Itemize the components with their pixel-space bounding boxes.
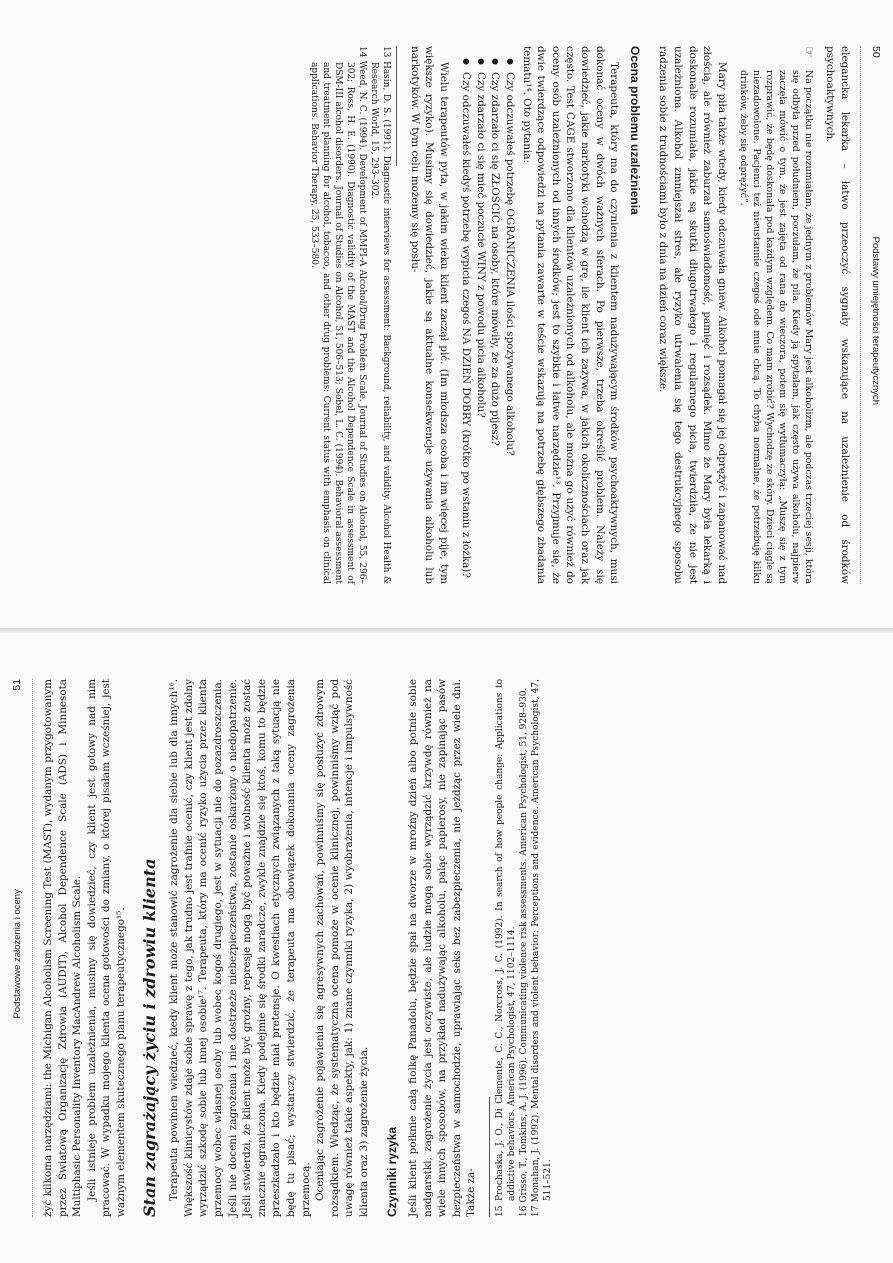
cage-questions — [459, 62, 517, 584]
footnote: 15 Prochaska, J. O., Di Clemente, C. C., Norcross, J. C. (1992). In search of how people change: Applications to addictive behaviors. American Psychologist, 47, 1102–1114. — [495, 679, 518, 1217]
header-rule — [30, 679, 33, 1217]
paragraph: Mary piła także wtedy, kiedy odczuwała gniew. Alkohol pomagał się jej odprężyć i zapanować nad złością, ale również zaburzał samoświadomość, pamięć i rozsądek. Mimo że Mary była lekarką i doskonale rozumiała, jakie są skutki długotrwałego i regularnego picia, twierdziła, że nie jest uzależniona. Alkohol zmniejszał stres, ale ryzyko utrwalenia się tego destrukcyjnego sposobu radzenia sobie z trudnościami było z dnia na dzień coraz większe. — [657, 46, 728, 584]
paragraph: Terapeuta, który ma do czynienia z klientem nadużywającym środków psychoaktywnych, musi dokonać oceny w dwóch ważnych sferach. Po pierwsze, trzeba określić problem. Należy się dowiedzieć, jakie narkotyki wchodzą w grę, ile klient ich zażywa, w jakich okolicznościach oraz jak często. Test CAGE stworzono dla klientów uzależnionych od alkoholu, ale można go użyć również do oceny osób uzależnionych od innych środków; jest to szybkie i łatwe narzędzie¹³. Przyjmuje się, że dwie twierdzące odpowiedzi na pytania zawarte w teście wskazują na potrzebę głębszego zbadania tematu¹⁴. Oto pytania: — [520, 46, 621, 584]
page-51 — [0, 633, 893, 1263]
chapter-heading: Stan zagrażający życiu i zdrowiu klienta — [139, 858, 159, 1217]
page-51-content — [0, 633, 893, 1263]
page-50-content — [0, 0, 893, 630]
case-text: Na początku nie rozumiałam, że jednym z problemów Mary jest alkoholizm, ale podczas trzeciej sesji, która się odbyła przed południem, poczułam, że pila. Kiedy ją spytałam, jak często używa alkoholu, najpierw zaczęła mówić o tym, że jest zajęta od rana do wieczora, potem się wytłumaczyła: „Muszę się z tym rozprawić, że będę doskonała pod każdym względem. Co mam zrobić? Wychodzę ze skóry. Dzieci ciągle są niezadowolone. Pacjenci też nieustannie czegoś ode mnie chcą. To chyba normalne, że potrzebuję kilku drinków, żeby się odprężyć”. — [737, 70, 814, 584]
paragraph: Wielu terapeutów pyta, w jakim wieku klient zaczął pić. (Im młodsza osoba i im więcej pije, tym większe ryzyko). Musimy się dowiedzieć, jakie są aktualne konsekwencje używania alkoholu lub narkotyków. W tym celu możemy się posłu- — [408, 46, 450, 584]
section-heading: Ocena problemu uzależnienia — [627, 46, 642, 215]
header-rule — [860, 46, 863, 584]
case-example — [737, 46, 815, 584]
footnote: 13 Hasin, D. S. (1991). Diagnostic interviews for assessment: Background, reliability, and validity. Alcohol Health & Research World, 15, 293–302. — [368, 46, 391, 584]
question-item: ● Czy zdarzało ci się ZŁOŚCIĆ na osoby, które mówiły, że za dużo pijesz? — [488, 62, 503, 584]
footnote: 17 Monahan, J. (1992). Mental disorders and violent behavior: Perceptions and evidence. American Psychologist, 47, 511–521. — [531, 679, 554, 1217]
footnote: 14 Weed, N. C. (1994). Development of MMPI-A Alcohol/Drug Problem Scale. Journal of Studies on Alcohol, 55, 296–302; Ross, H. E. (1990). Diagnostic validity of the MAST and the Alcohol Dependence Scale in assessment of DSM-III alcohol disorders. Journal of Studies on Alcohol, 51, 506–513; Sobel, L. C. (1994). Behavioral assessment and treatment planning for alcohol, tobacco, and other drug problems: Current status with emphasis on clinical applications. Behavior Therapy, 25, 533–580. — [308, 46, 367, 584]
footnote-rule — [392, 46, 397, 166]
section-heading: Czynniki ryzyka — [385, 1126, 400, 1217]
page-50 — [0, 0, 893, 630]
question-item: ● Czy odczuwałeś potrzebę OGRANICZENIA ilości spożywanego alkoholu? — [503, 62, 518, 584]
question-item: ● Czy zdarzało ci się mieć poczucie WINY z powodu picia alkoholu? — [473, 62, 488, 584]
running-head-title: Podstawowe założenia i oceny — [12, 889, 23, 1019]
paragraph: żyć kilkoma narzędziami: the Michigan Alcoholism Screening Test (MAST), wydanym przygotowanym przez Światową Organizację Zdrowia (AUDIT), Alcohol Dependence Scale (ADS) i Minnesota Multiphasic Personality Inventory MacAndrew Alcoholism Scale. — [42, 679, 84, 1217]
paragraph: Oceniając zagrożenie pojawienia się agresywnych zachowań, powinniśmy się posłużyć zdrowym rozsądkiem. Wiedząc, że systematyczna ocena pomoże w ocenie klinicznej, powinniśmy wziąć pod uwagę również takie aspekty, jak: 1) znane czynniki ryzyka, 2) wyobrażenia, intencje i impulsywność klienta oraz 3) zagrożenie życia. — [314, 679, 370, 1217]
running-head — [0, 679, 28, 1217]
running-head — [865, 46, 893, 584]
paragraph: Jeśli istnieje problem uzależnienia, musimy się dowiedzieć, czy klient jest gotowy nad nim pracować. W wypadku mojego klienta ocena gotowości do zmiany, o której pisałam wcześniej, jest ważnym elementem skutecznego planu terapeutycznego¹⁵. — [85, 679, 127, 1217]
footnote: 16 Grisso, T., Tomkins, A. J. (1996). Communicating violence risk assessments. American Psychologist, 51, 928–930. — [519, 687, 530, 1217]
page-number: 50 — [870, 46, 882, 58]
pointing-hand-icon: ☞ — [800, 46, 816, 58]
intro-paragraph: elegancka lekarka – łatwo przeoczyć sygnały wskazujące na uzależnienie od środków psychoaktywnych. — [824, 46, 851, 584]
page-number: 51 — [11, 679, 23, 691]
paragraph: Jeśli klient połknie całą fiolkę Panadolu, będzie spał na dworze w mroźny dzień albo potnie sobie nadgarstki, zagrożenie życia jest oczywiste, ale ludzie mogą sobie wyrządzić krzywdę również na wiele innych sposobów, na przykład nadużywając alkoholu, paląc papierosy, nie zapinając pasów bezpieczeństwa w samochodzie, uprawiając seks bez zabezpieczenia, nie jeżdżąc przez wiele dni. Także za- — [407, 679, 478, 1217]
running-head-title: Podstawy umiejętności terapeutycznych — [870, 236, 881, 406]
paragraph: Terapeuta powinien wiedzieć, kiedy klient może stanowić zagrożenie dla siebie lub dla innych¹⁶. Większość klinicystów zdaje sobie sprawę z tego, jak trudno jest trafnie ocenić, czy klient jest zdolny wyrządzić szkodę sobie lub innej osobie¹⁷. Terapeuta, który ma ocenić ryzyko użycia przez klienta przemocy wobec własnej osoby lub wobec kogoś drugiego, jest w sytuacji nie do pozazdroszczenia. Jeśli nie doceni zagrożenia i nie dostrzeże niebezpieczeństwa, zostanie oskarżony o niedopatrzenie. Jeśli stwierdzi, że klient może być groźny, represje mogą być poważne i wolność klienta może zostać znacznie ograniczona. Kiedy podejmie się środki zaradcze, zwykle znajdzie się ktoś, komu to będzie przeszkadzało i kto będzie miał pretensje. O kwestiach etycznych związanych z taką sytuacją nie będę tu pisać; wystarczy stwierdzić, że terapeuta ma obowiązek dokonania oceny zagrożenia przemocą. — [168, 679, 312, 1217]
question-item: ● Czy odczuwałeś kiedyś potrzebę wypicia czegoś NA DZIEŃ DOBRY (krótko po wstaniu z łóżka)? — [459, 62, 474, 584]
